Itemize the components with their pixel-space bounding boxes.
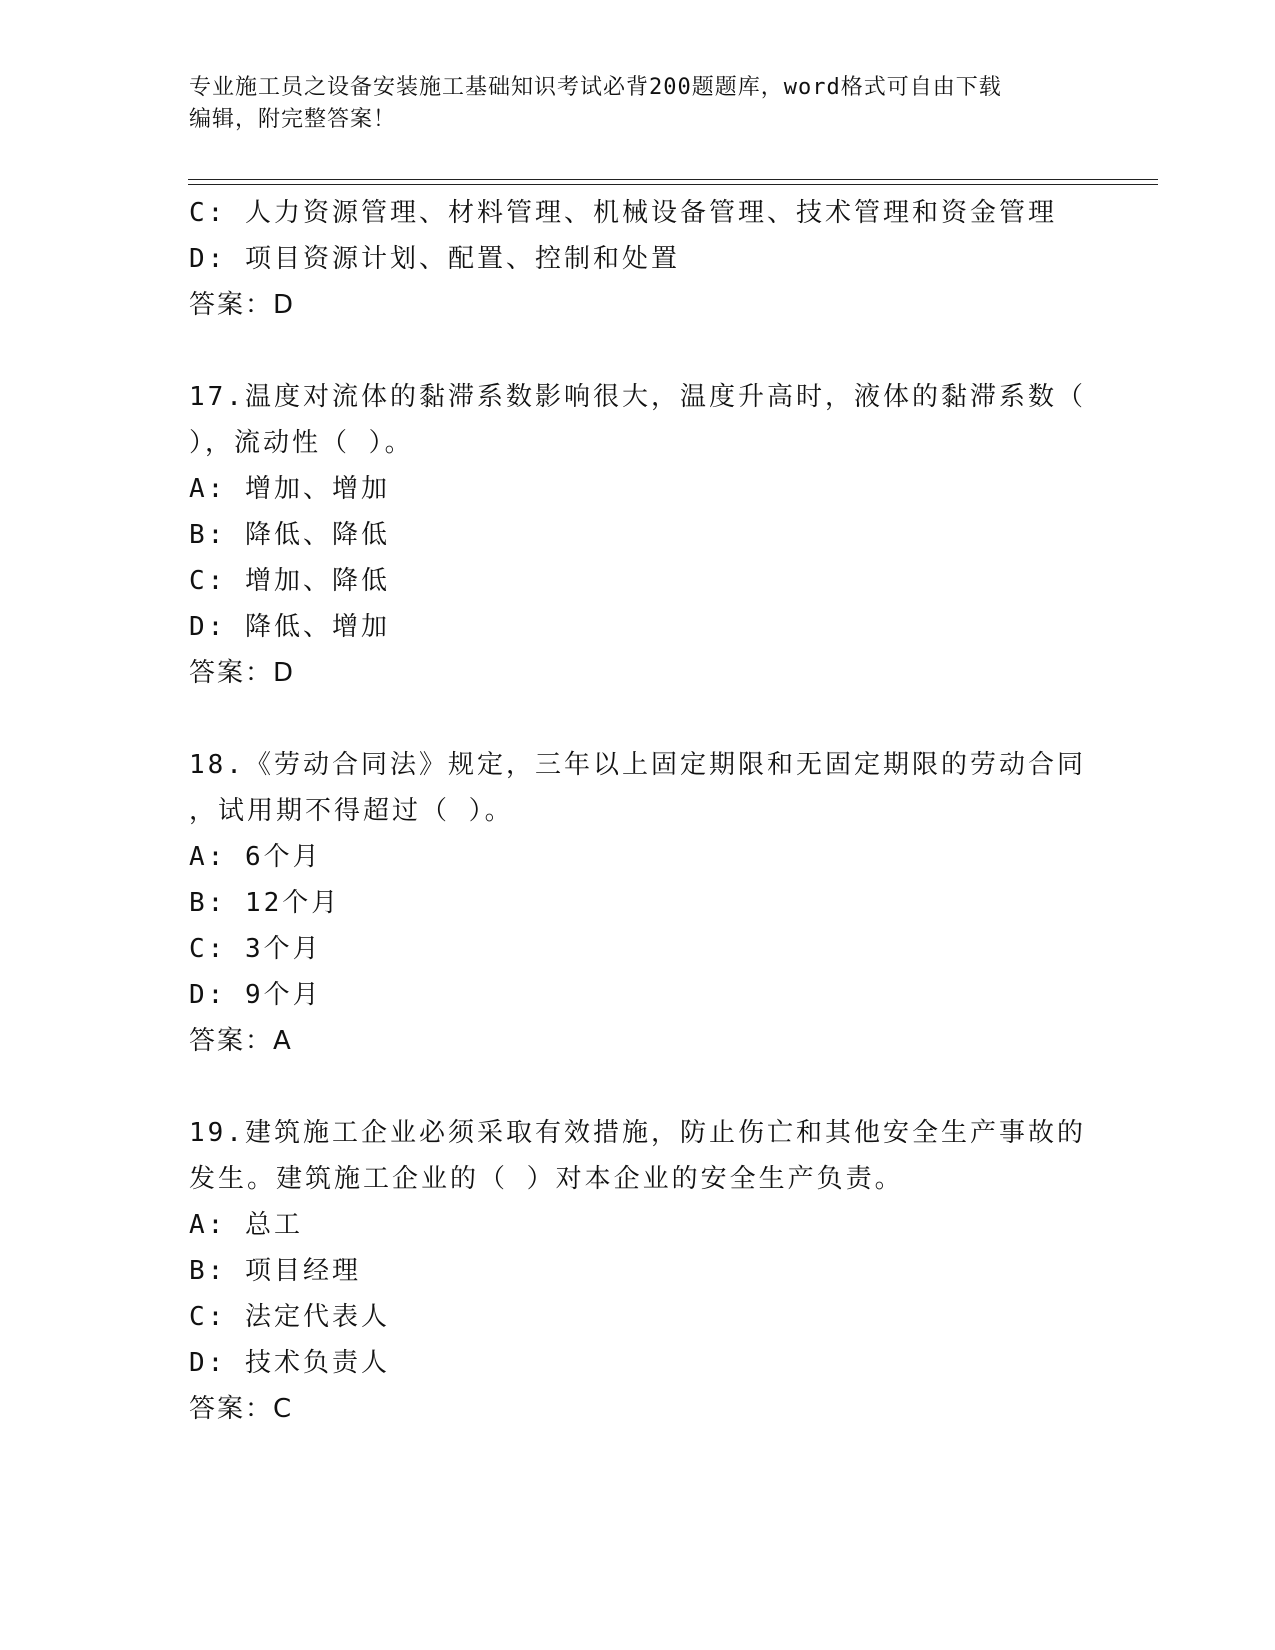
option-a: A: 增加、增加	[189, 474, 390, 504]
spacer	[189, 1064, 1089, 1110]
question-stem-line: ，试用期不得超过（ ）。	[189, 796, 514, 826]
question-block-16	[189, 190, 1089, 328]
question-block-17	[189, 374, 1089, 696]
spacer	[189, 696, 1089, 742]
option-c: C: 3个月	[189, 934, 322, 964]
header-title-line-2: 编辑，附完整答案！	[189, 107, 397, 132]
option-c: C: 人力资源管理、材料管理、机械设备管理、技术管理和资金管理	[189, 198, 1057, 228]
answer-line: 答案：D	[189, 658, 296, 688]
question-stem-line: 17.温度对流体的黏滞系数影响很大，温度升高时，液体的黏滞系数（	[189, 382, 1086, 412]
option-a: A: 总工	[189, 1210, 303, 1240]
answer-line: 答案：D	[189, 290, 296, 320]
question-stem-line: ），流动性（ ）。	[189, 428, 414, 458]
question-block-19	[189, 1110, 1089, 1432]
option-d: D: 项目资源计划、配置、控制和处置	[189, 244, 680, 274]
question-stem-line: 18.《劳动合同法》规定，三年以上固定期限和无固定期限的劳动合同	[189, 750, 1086, 780]
option-b: B: 项目经理	[189, 1256, 361, 1286]
answer-line: 答案：C	[189, 1394, 294, 1424]
question-block-18	[189, 742, 1089, 1064]
page-header	[189, 72, 1089, 136]
spacer	[189, 328, 1089, 374]
option-b: B: 12个月	[189, 888, 341, 918]
option-a: A: 6个月	[189, 842, 322, 872]
answer-line: 答案：A	[189, 1026, 293, 1056]
question-stem-line: 发生。建筑施工企业的（ ）对本企业的安全生产负责。	[189, 1164, 904, 1194]
option-d: D: 降低、增加	[189, 612, 390, 642]
option-d: D: 9个月	[189, 980, 322, 1010]
header-divider-bottom	[188, 184, 1158, 185]
header-divider-top	[188, 179, 1158, 180]
option-c: C: 法定代表人	[189, 1302, 390, 1332]
header-title-line-1: 专业施工员之设备安装施工基础知识考试必背200题题库，word格式可自由下载	[189, 75, 1002, 100]
option-d: D: 技术负责人	[189, 1348, 390, 1378]
document-body	[189, 190, 1089, 1432]
question-stem-line: 19.建筑施工企业必须采取有效措施，防止伤亡和其他安全生产事故的	[189, 1118, 1086, 1148]
option-c: C: 增加、降低	[189, 566, 390, 596]
option-b: B: 降低、降低	[189, 520, 390, 550]
